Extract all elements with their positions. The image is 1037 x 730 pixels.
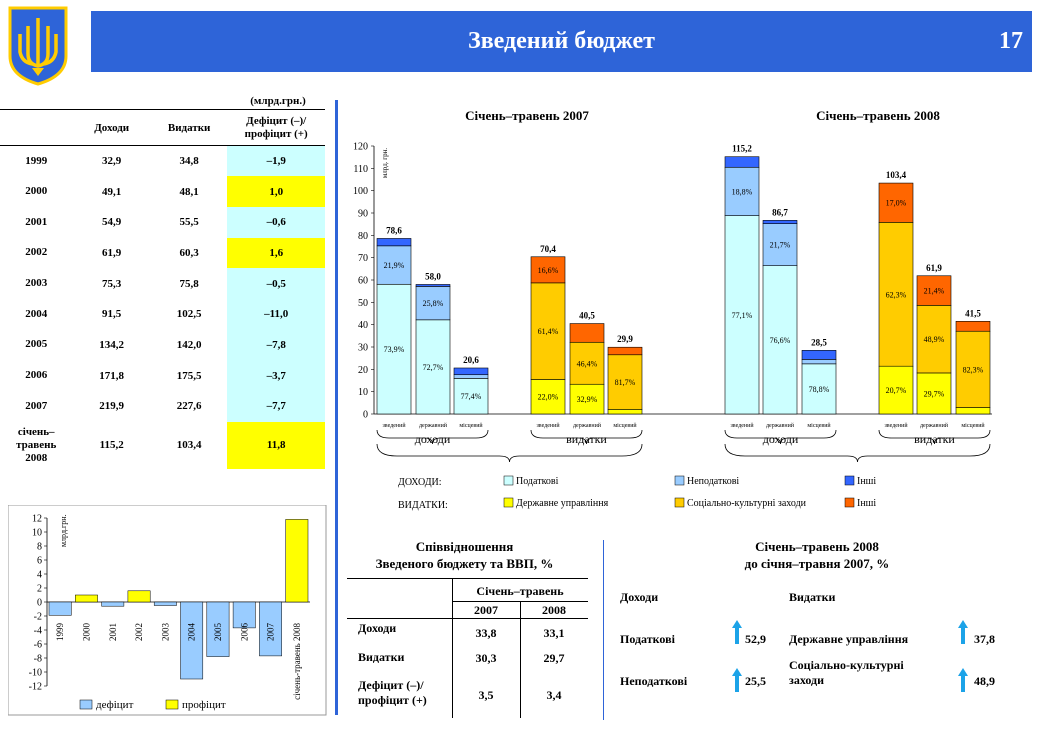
- deficit-category-label: 1999: [55, 623, 66, 641]
- gdp-row-income-2008: 33,1: [543, 626, 565, 640]
- legend-social-label: Соціально-культурні заходи: [687, 498, 807, 509]
- row-income: 75,3: [102, 277, 122, 290]
- row-expense: 60,3: [179, 246, 199, 259]
- growth-income-header: Доходи: [620, 590, 659, 604]
- segment-label: 82,3%: [962, 365, 984, 375]
- row-year: 2005: [25, 338, 48, 351]
- row-expense: 102,5: [176, 308, 202, 321]
- segment-label: 16,6%: [537, 265, 559, 275]
- gdp-row-income-2007: 33,8: [475, 626, 497, 640]
- deficit-y-label: млрд.грн.: [59, 514, 68, 547]
- row-balance: –0,6: [227, 207, 325, 238]
- growth-title-line2: до січня–травня 2007, %: [744, 556, 890, 571]
- bar-total-label: 61,9: [926, 262, 942, 273]
- legend-expense-title: ВИДАТКИ:: [398, 500, 448, 511]
- segment-label: 76,6%: [769, 335, 791, 345]
- deficit-tick-label: 4: [37, 569, 42, 581]
- deficit-bar: [128, 591, 150, 602]
- main-tick-label: 10: [358, 387, 368, 399]
- legend-income-title: ДОХОДИ:: [398, 477, 442, 488]
- deficit-category-label: січень-травень 2008: [291, 623, 302, 700]
- legend-deficit-label: дефіцит: [96, 699, 134, 711]
- deficit-bar: [154, 602, 176, 606]
- main-tick-label: 90: [358, 208, 368, 220]
- deficit-tick-label: 2: [37, 583, 42, 595]
- gdp-table-header-border: [347, 618, 588, 619]
- gdp-row-balance-label: Дефіцит (–)/ профіцит (+): [358, 678, 427, 707]
- table-row: [0, 391, 325, 422]
- period-brace: [725, 444, 990, 462]
- table-row: [0, 360, 325, 391]
- growth-nontax-value: 25,5: [745, 674, 766, 688]
- main-tick-label: 50: [358, 297, 368, 309]
- segment-label: 77,4%: [460, 392, 482, 402]
- row-expense: 75,8: [179, 277, 199, 290]
- row-year: 1999: [25, 154, 48, 167]
- row-income: 54,9: [102, 216, 122, 229]
- legend-other-exp-swatch: [845, 498, 854, 507]
- up-arrow-icon: [958, 620, 968, 644]
- row-year: 2007: [25, 399, 48, 412]
- legend-nontax-label: Неподаткові: [687, 476, 740, 487]
- growth-social-label: Соціально-культурні заходи: [789, 658, 904, 687]
- segment-label: 72,7%: [422, 362, 444, 372]
- row-balance: –0,5: [227, 268, 325, 299]
- deficit-tick-label: -6: [33, 639, 42, 651]
- row-year: 2004: [25, 307, 48, 320]
- legend-surplus-swatch: [166, 700, 178, 709]
- legend-social-swatch: [675, 498, 684, 507]
- gdp-table-mid-border: [452, 601, 588, 602]
- main-tick-label: 80: [358, 230, 368, 242]
- deficit-category-label: 2006: [239, 623, 250, 641]
- growth-nontax-label: Неподаткові: [620, 674, 688, 688]
- bar-category-label: зведений: [730, 423, 754, 429]
- bar-total-label: 78,6: [386, 225, 402, 236]
- row-balance: –1,9: [227, 146, 325, 177]
- row-income: 171,8: [99, 369, 125, 382]
- row-year: 2000: [25, 185, 48, 198]
- group-label: видатки: [914, 432, 955, 446]
- deficit-tick-label: -8: [33, 653, 42, 665]
- main-tick-label: 0: [363, 409, 368, 421]
- gdp-row-income-label: Доходи: [358, 621, 397, 635]
- gdp-row-expense-2007: 30,3: [475, 651, 497, 665]
- legend-tax-swatch: [504, 476, 513, 485]
- deficit-category-label: 2002: [134, 623, 145, 641]
- growth-title-line1: Січень–травень 2008: [755, 539, 879, 554]
- segment-label: 81,7%: [614, 378, 636, 388]
- budget-structure-chart: [340, 100, 1035, 520]
- stack-segment: [956, 321, 990, 331]
- header-balance: Дефіцит (–)/ профіцит (+): [244, 114, 308, 140]
- row-income: 134,2: [99, 338, 125, 351]
- gdp-row-expense-label: Видатки: [358, 650, 405, 664]
- group-label: доходи: [414, 432, 451, 446]
- growth-social-value: 48,9: [974, 674, 995, 688]
- bar-total-label: 29,9: [617, 334, 633, 345]
- up-arrow-icon: [958, 668, 968, 692]
- budget-table: [0, 109, 325, 469]
- segment-label: 20,7%: [885, 386, 907, 396]
- row-balance: –11,0: [227, 299, 325, 330]
- row-balance: 1,0: [227, 176, 325, 207]
- row-expense: 142,0: [176, 338, 202, 351]
- legend-deficit-swatch: [80, 700, 92, 709]
- up-arrow-icon: [732, 668, 742, 692]
- bar-total-label: 103,4: [885, 170, 907, 181]
- gdp-row-balance-2008: 3,4: [546, 688, 562, 702]
- legend-other-income-swatch: [845, 476, 854, 485]
- deficit-category-label: 2007: [265, 623, 276, 641]
- row-income: 49,1: [102, 185, 122, 198]
- bar-total-label: 20,6: [463, 354, 479, 365]
- bar-total-label: 58,0: [425, 271, 441, 282]
- main-tick-label: 20: [358, 364, 368, 376]
- bar-category-label: зведений: [884, 423, 908, 429]
- gdp-year1: 2007: [474, 603, 498, 617]
- gdp-row-balance-2007: 3,5: [478, 688, 494, 702]
- deficit-tick-label: -4: [33, 625, 42, 637]
- coat-of-arms-icon: [6, 4, 70, 86]
- row-balance: –3,7: [227, 360, 325, 391]
- main-tick-label: 100: [353, 186, 368, 198]
- stack-segment: [454, 368, 488, 375]
- gdp-row-expense-2008: 29,7: [543, 651, 565, 665]
- segment-label: 17,0%: [885, 198, 907, 208]
- bar-total-label: 115,2: [732, 143, 752, 154]
- bar-category-label: державний: [573, 423, 601, 429]
- deficit-bar: [49, 602, 71, 615]
- bar-category-label: зведений: [382, 423, 406, 429]
- row-balance: –7,7: [227, 391, 325, 422]
- gdp-ratio-title: [342, 538, 587, 572]
- main-tick-label: 120: [353, 141, 368, 153]
- bar-total-label: 40,5: [579, 310, 595, 321]
- segment-label: 46,4%: [576, 359, 598, 369]
- stack-segment: [608, 347, 642, 355]
- stack-segment: [956, 408, 990, 414]
- segment-label: 62,3%: [885, 290, 907, 300]
- bar-category-label: місцевий: [613, 423, 637, 429]
- row-balance: 11,8: [227, 422, 325, 469]
- deficit-tick-label: -10: [28, 667, 42, 679]
- segment-label: 21,9%: [383, 261, 405, 271]
- table-row: [0, 422, 325, 469]
- row-income: 219,9: [99, 400, 125, 413]
- growth-title: [612, 538, 1022, 572]
- segment-label: 21,7%: [769, 240, 791, 250]
- header-income: Доходи: [94, 121, 130, 134]
- bar-category-label: зведений: [536, 423, 560, 429]
- bar-category-label: державний: [419, 423, 447, 429]
- deficit-category-label: 2000: [81, 623, 92, 641]
- row-balance: 1,6: [227, 238, 325, 269]
- segment-label: 29,7%: [923, 389, 945, 399]
- legend-gov-label: Державне управління: [516, 498, 609, 509]
- stack-segment: [802, 359, 836, 363]
- row-year: 2006: [25, 369, 48, 382]
- stack-segment: [763, 220, 797, 223]
- segment-label: 21,4%: [923, 286, 945, 296]
- bar-category-label: місцевий: [961, 423, 985, 429]
- bar-category-label: державний: [920, 423, 948, 429]
- table-row: [0, 207, 325, 238]
- deficit-bar: [286, 519, 308, 602]
- bar-total-label: 70,4: [540, 243, 556, 254]
- row-income: 115,2: [99, 439, 124, 452]
- stack-segment: [377, 238, 411, 245]
- deficit-tick-label: -2: [33, 611, 42, 623]
- deficit-tick-label: -12: [28, 681, 42, 693]
- main-tick-label: 70: [358, 253, 368, 265]
- stack-segment: [725, 157, 759, 168]
- deficit-category-label: 2004: [186, 623, 197, 641]
- stack-segment: [416, 284, 450, 286]
- group-label: доходи: [762, 432, 799, 446]
- up-arrow-icon: [732, 620, 742, 644]
- gdp-table-top-border: [347, 578, 588, 579]
- table-row: [0, 299, 325, 330]
- row-year: січень– травень 2008: [16, 425, 57, 464]
- segment-label: 25,8%: [422, 299, 444, 309]
- main-tick-label: 60: [358, 275, 368, 287]
- main-tick-label: 110: [353, 163, 368, 175]
- row-income: 32,9: [102, 155, 122, 168]
- deficit-tick-label: 0: [37, 597, 42, 609]
- bar-total-label: 86,7: [772, 207, 788, 218]
- main-y-label: млрд. грн.: [381, 147, 389, 179]
- row-year: 2002: [25, 246, 48, 259]
- growth-tax-label: Податкові: [620, 632, 675, 646]
- segment-label: 61,4%: [537, 327, 559, 337]
- deficit-tick-label: 10: [32, 527, 42, 539]
- legend-tax-label: Податкові: [516, 476, 559, 487]
- bar-total-label: 41,5: [965, 308, 981, 319]
- growth-gov-label: Державне управління: [789, 632, 909, 646]
- deficit-category-label: 2003: [160, 623, 171, 641]
- gdp-title-line1: Співвідношення: [415, 539, 514, 554]
- table-row: [0, 176, 325, 207]
- group-label: видатки: [566, 432, 607, 446]
- row-year: 2003: [25, 277, 48, 290]
- legend-other-exp-label: Інші: [857, 498, 877, 509]
- deficit-bar: [75, 595, 97, 602]
- row-income: 91,5: [102, 308, 122, 321]
- stack-segment: [802, 350, 836, 359]
- deficit-category-label: 2005: [212, 623, 223, 641]
- legend-surplus-label: профіцит: [182, 699, 226, 711]
- growth-tax-value: 52,9: [745, 632, 766, 646]
- deficit-bar: [102, 602, 124, 606]
- deficit-tick-label: 12: [32, 513, 42, 525]
- bar-category-label: місцевий: [807, 423, 831, 429]
- legend-gov-swatch: [504, 498, 513, 507]
- growth-gov-value: 37,8: [974, 632, 995, 646]
- main-tick-label: 30: [358, 342, 368, 354]
- row-expense: 48,1: [179, 185, 199, 198]
- row-year: 2001: [25, 215, 48, 228]
- page-number: 17: [999, 28, 1023, 54]
- segment-label: 22,0%: [537, 392, 559, 402]
- table-row: [0, 146, 325, 177]
- legend-other-income-label: Інші: [857, 476, 877, 487]
- table-row: [0, 268, 325, 299]
- units-label: (млрд.грн.): [250, 95, 306, 107]
- bar-category-label: державний: [766, 423, 794, 429]
- deficit-tick-label: 8: [37, 541, 42, 553]
- row-expense: 227,6: [176, 400, 202, 413]
- row-expense: 175,5: [176, 369, 202, 382]
- legend-nontax-swatch: [675, 476, 684, 485]
- segment-label: 73,9%: [383, 345, 405, 355]
- table-header-row: [0, 110, 325, 146]
- vertical-divider: [335, 100, 338, 715]
- gdp-title-line2: Зведеного бюджету та ВВП, %: [375, 556, 554, 571]
- segment-label: 48,9%: [923, 335, 945, 345]
- row-income: 61,9: [102, 246, 122, 259]
- vertical-divider-small: [603, 540, 604, 720]
- period-title-2008: Січень–травень 2008: [816, 108, 940, 123]
- bar-category-label: місцевий: [459, 423, 483, 429]
- page-title: Зведений бюджет: [468, 28, 655, 54]
- main-tick-label: 40: [358, 320, 368, 332]
- deficit-tick-label: 6: [37, 555, 42, 567]
- segment-label: 77,1%: [731, 310, 753, 320]
- deficit-chart: [8, 505, 328, 717]
- table-row: [0, 330, 325, 361]
- stack-segment: [608, 409, 642, 414]
- growth-expense-header: Видатки: [789, 590, 836, 604]
- row-expense: 103,4: [176, 439, 202, 452]
- segment-label: 18,8%: [731, 187, 753, 197]
- gdp-year2: 2008: [542, 603, 566, 617]
- stack-segment: [570, 324, 604, 343]
- deficit-category-label: 2001: [107, 623, 118, 641]
- period-brace: [377, 444, 642, 462]
- period-title-2007: Січень–травень 2007: [465, 108, 589, 123]
- row-balance: –7,8: [227, 330, 325, 361]
- row-expense: 55,5: [179, 216, 199, 229]
- row-expense: 34,8: [179, 155, 199, 168]
- header-expense: Видатки: [167, 121, 211, 134]
- bar-total-label: 28,5: [811, 337, 827, 348]
- stack-segment: [454, 375, 488, 379]
- table-row: [0, 238, 325, 269]
- segment-label: 78,8%: [808, 384, 830, 394]
- gdp-period-header: Січень–травень: [476, 584, 564, 598]
- segment-label: 32,9%: [576, 395, 598, 405]
